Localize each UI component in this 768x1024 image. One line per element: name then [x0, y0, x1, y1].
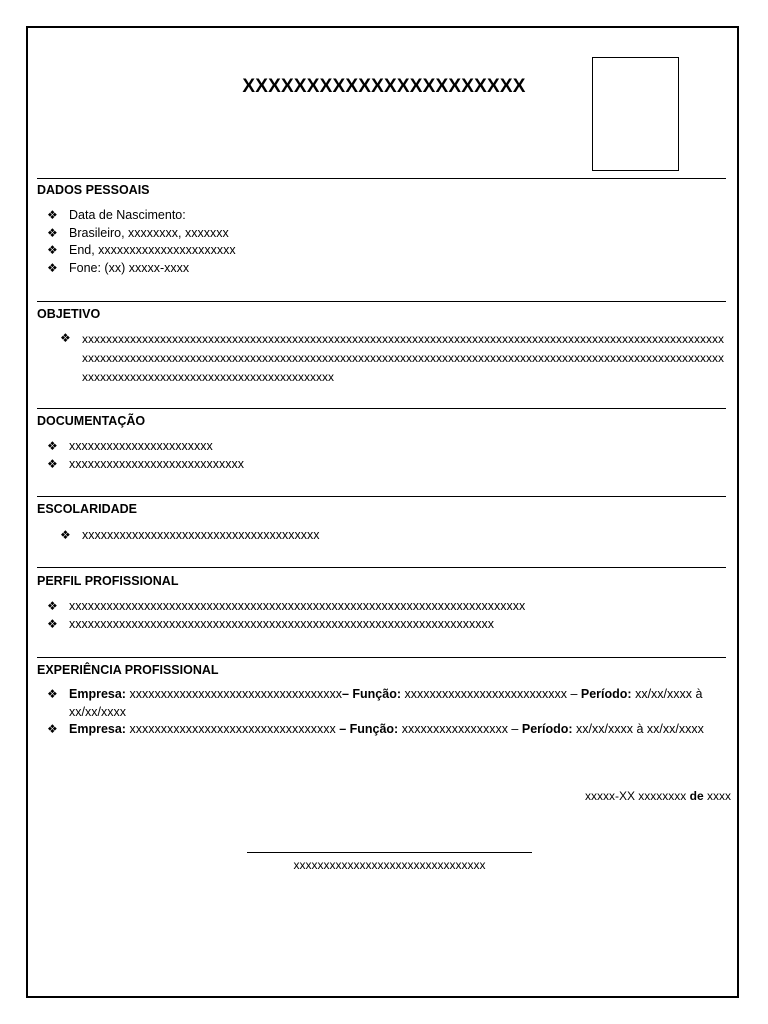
escolaridade-list: [60, 527, 320, 545]
section-heading-perfil-profissional: PERFIL PROFISSIONAL: [37, 574, 179, 588]
signature-line: [247, 852, 532, 853]
diamond-bullet-icon: ❖: [47, 439, 58, 453]
diamond-bullet-icon: ❖: [47, 616, 58, 631]
diamond-bullet-icon: ❖: [47, 243, 58, 257]
dados-pessoais-list: [47, 207, 236, 277]
list-item: ❖ Empresa: xxxxxxxxxxxxxxxxxxxxxxxxxxxxxxxxxx– Função: xxxxxxxxxxxxxxxxxxxxxxxxxx – Período: xx/xx/xxxx à xx/xx/xxxx: [47, 687, 703, 719]
list-item: ❖ xxxxxxxxxxxxxxxxxxxxxxxxxxxxxxxxxxxxxxxxxxxxxxxxxxxxxxxxxxxxxxxxxxxx: [47, 616, 525, 634]
section-heading-documentacao: DOCUMENTAÇÃO: [37, 414, 146, 428]
diamond-bullet-icon: ❖: [47, 225, 58, 240]
diamond-bullet-icon: ❖: [47, 260, 58, 275]
diamond-bullet-icon: ❖: [47, 208, 58, 222]
diamond-bullet-icon: ❖: [47, 687, 58, 701]
date-line: xxxxx-XX xxxxxxxx de xxxx: [584, 789, 731, 803]
documentacao-list: [47, 438, 244, 473]
section-heading-dados-pessoais: DADOS PESSOAIS: [37, 183, 150, 197]
section-divider: [37, 178, 726, 179]
list-item: ❖ Data de Nascimento:: [47, 207, 236, 225]
section-divider: [37, 496, 726, 497]
page-title: XXXXXXXXXXXXXXXXXXXXXX: [242, 76, 526, 97]
list-item: ❖ Fone: (xx) xxxxx-xxxx: [47, 260, 236, 278]
section-heading-escolaridade: ESCOLARIDADE: [37, 502, 138, 516]
experiencia-list: [47, 686, 735, 739]
objetivo-text: xxxxxxxxxxxxxxxxxxxxxxxxxxxxxxxxxxxxxxxxxxxxxxxxxxxxxxxxxxxxxxxxxxxxxxxxxxxxxxxxxxxxxxxxxxxxxxxxxxxxxxxxxxxxxxxxxxxxxxxxxxxxxxxxxxxxxxxxxxxxxxxxxxxxxxxxxxxxxxxxxxxxxxxxxxxxxxxxxxxxxxxxxxxxxxxxxxxxxxxxxxxxxxxxxxxxxxxxxxxxxxxxxxxxxxxxxxxxxxxxxxxxxxxxxxxxxxxx: [82, 332, 724, 384]
list-item: ❖ Empresa: xxxxxxxxxxxxxxxxxxxxxxxxxxxxxxxxx – Função: xxxxxxxxxxxxxxxxx – Período: xx/xx/xxxx à xx/xx/xxxx: [47, 721, 735, 739]
section-divider: [37, 567, 726, 568]
diamond-bullet-icon: ❖: [47, 722, 58, 736]
photo-placeholder: [592, 57, 679, 171]
signature-name: xxxxxxxxxxxxxxxxxxxxxxxxxxxxxxxx: [293, 858, 486, 872]
list-item: ❖ End, xxxxxxxxxxxxxxxxxxxxxx: [47, 242, 236, 260]
diamond-bullet-icon: ❖: [47, 456, 58, 471]
list-item: ❖ xxxxxxxxxxxxxxxxxxxxxxx: [47, 438, 244, 456]
diamond-bullet-icon: ❖: [60, 331, 71, 345]
diamond-bullet-icon: ❖: [60, 528, 71, 542]
list-item: ❖ Brasileiro, xxxxxxxx, xxxxxxx: [47, 225, 236, 243]
section-heading-objetivo: OBJETIVO: [37, 307, 101, 321]
list-item: ❖ xxxxxxxxxxxxxxxxxxxxxxxxxxxxxxxxxxxxxx: [60, 527, 320, 545]
section-divider: [37, 408, 726, 409]
section-heading-experiencia-profissional: EXPERIÊNCIA PROFISSIONAL: [37, 663, 219, 677]
section-divider: [37, 657, 726, 658]
perfil-profissional-list: [47, 598, 525, 633]
list-item: ❖ xxxxxxxxxxxxxxxxxxxxxxxxxxxxxxxxxxxxxxxxxxxxxxxxxxxxxxxxxxxxxxxxxxxxxxxxx: [47, 598, 525, 616]
diamond-bullet-icon: ❖: [47, 599, 58, 613]
section-divider: [37, 301, 726, 302]
list-item: ❖ xxxxxxxxxxxxxxxxxxxxxxxxxxxx: [47, 456, 244, 474]
